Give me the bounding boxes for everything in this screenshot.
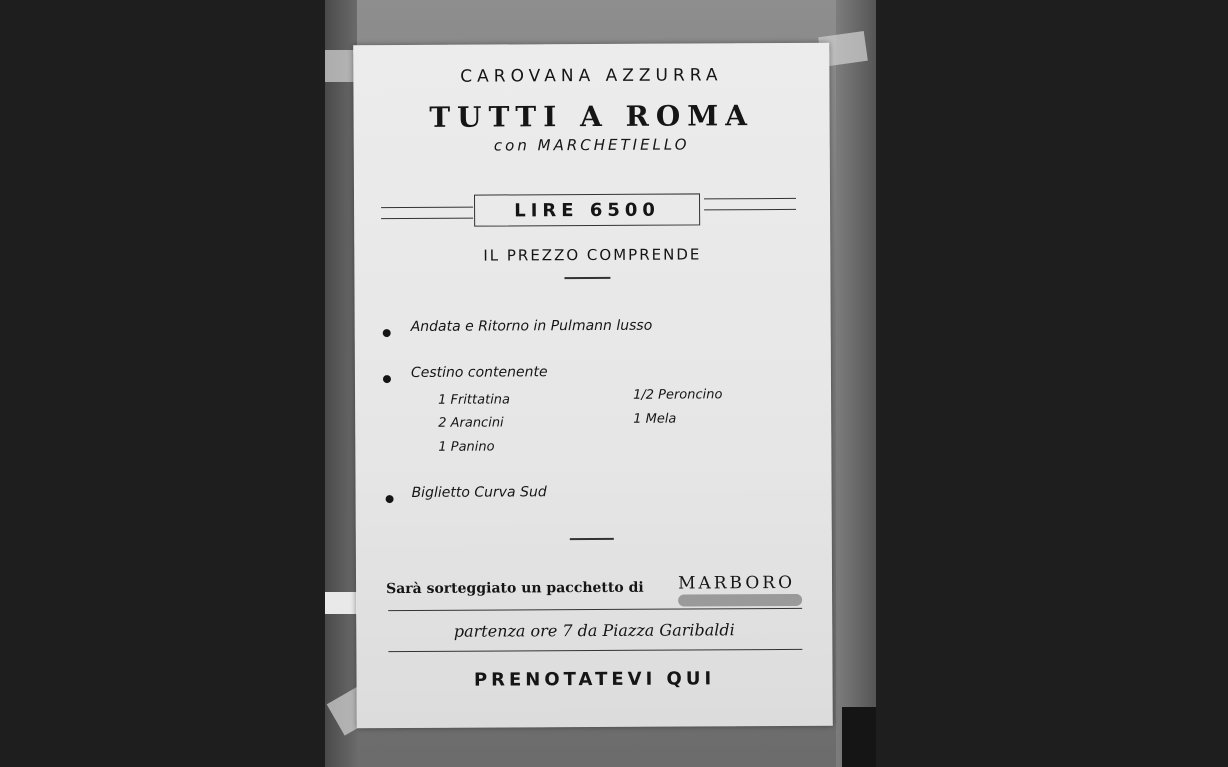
wall-shadow-right: [836, 0, 876, 767]
price-box: LIRE 6500: [474, 193, 700, 226]
raffle-rule: [388, 608, 802, 611]
poster: [353, 43, 833, 728]
price-rule-left-top: [381, 207, 473, 208]
item-travel: Andata e Ritorno in Pulmann lusso: [410, 317, 653, 335]
raffle-brand: MARBORO: [677, 572, 796, 594]
basket-item: 1 Mela: [633, 411, 677, 427]
item-basket: Cestino contenente: [410, 364, 548, 381]
poster-title: TUTTI A ROMA: [429, 99, 754, 134]
poster-subtitle: con MARCHETIELLO: [493, 135, 690, 155]
footer-text: PRENOTATEVI QUI: [473, 668, 716, 691]
price-rule-right-bottom: [704, 209, 796, 210]
includes-heading: IL PREZZO COMPRENDE: [483, 245, 702, 265]
price-rule-right-top: [704, 198, 796, 199]
price-rule-left-bottom: [381, 218, 473, 219]
departure-rule: [388, 649, 802, 652]
dark-corner: [842, 707, 876, 767]
heading-underline: [564, 277, 610, 279]
poster-header: CAROVANA AZZURRA: [460, 65, 723, 87]
white-strip: [325, 592, 359, 614]
brand-underline-mark: [678, 594, 802, 607]
departure-text: partenza ore 7 da Piazza Garibaldi: [453, 620, 735, 641]
bullet-icon: [383, 375, 391, 383]
item-ticket: Biglietto Curva Sud: [411, 484, 547, 501]
raffle-text: Sarà sorteggiato un pacchetto di: [386, 579, 644, 598]
wall-shadow-left: [325, 0, 357, 767]
bullet-icon: [386, 495, 394, 503]
basket-item: 1 Panino: [438, 439, 495, 455]
section-divider: [570, 538, 614, 540]
basket-item: 1 Frittatina: [438, 392, 511, 408]
basket-item: 2 Arancini: [438, 415, 504, 431]
basket-item: 1/2 Peroncino: [633, 387, 723, 403]
bullet-icon: [383, 329, 391, 337]
